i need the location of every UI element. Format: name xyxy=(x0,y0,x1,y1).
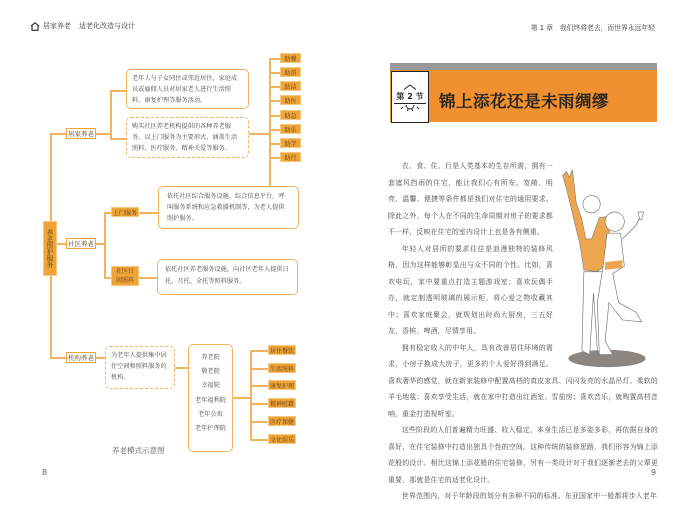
institution-service: 文化娱乐 xyxy=(268,434,296,444)
page-number-left: 8 xyxy=(42,468,48,477)
service-label: 助急 xyxy=(280,110,301,120)
institution-type: 幸福院 xyxy=(201,382,220,390)
day-care-label: 社区日间照料 xyxy=(111,266,139,286)
paragraph: 世界范围内，对于年龄段的划分有多种不同的标准。东亚国家中一般都将步入老年 xyxy=(401,492,658,500)
paragraph: 这些阶段的人们普遍精力旺盛、收入稳定，本身生活已是多姿多彩，再依据自身的喜好，在住宅装修中打造出独具个性的空间。这种传统的装修思路，我们形容为锦上添花般的设计。相比这锦上添花般的住宅装修，另有一类设计对于我们逐渐老去的父辈更重要，那就是住宅的适老化设计。 xyxy=(388,426,658,484)
node-label: 机构养老 xyxy=(68,354,94,362)
institution-service: 精神慰藉 xyxy=(268,398,296,408)
section-title: 锦上添花还是未雨绸缪 xyxy=(439,92,609,111)
service-label: 助餐 xyxy=(280,53,301,63)
node-label: 社区养老 xyxy=(68,240,94,248)
section-badge xyxy=(391,71,429,123)
service-label: 助洁 xyxy=(280,81,301,91)
service-label: 助医 xyxy=(280,95,301,105)
section-number: 第 2 节 xyxy=(394,90,425,104)
service-label: 助行 xyxy=(280,152,301,162)
book-title: 居家养老 xyxy=(43,22,71,30)
institution-service: 生活照料 xyxy=(268,363,296,373)
service-label: 助学 xyxy=(280,138,301,148)
paragraph: 年轻人对居所的要求往往是浪漫独特的装修风格，因为这样能够彰显出与众不同的个性。比如，喜欢电玩，家中要重点打造主题游戏室；喜欢玩偶手办，就定制透明玻璃的展示柜，将心爱之物收藏其中；喜欢家庭聚会，就规划出时尚大厨房，三五好友，香槟、啤酒，尽情享用。 xyxy=(388,244,553,335)
paragraph: 衣、食、住、行是人类基本的生存所需，拥有一套遮风挡雨的住宅，能让我们心有所安。宽敞、明亮、温馨、便捷等条件都是我们对住宅的通用要求。除此之外，每个人在不同的生命周期对房子的要求都不一样，反映在住宅的室内设计上也是各有侧重。 xyxy=(388,162,553,236)
institution-service: 康复护理 xyxy=(268,380,296,390)
dancing-couple-illustration xyxy=(556,158,658,372)
door-service-label: 上门服务 xyxy=(111,207,139,217)
node-label: 居家养老 xyxy=(68,130,94,138)
left-header xyxy=(30,21,135,31)
institution-service: 居住餐饮 xyxy=(268,345,296,355)
institution-type: 老年福利院 xyxy=(195,396,226,404)
chapter-header: 第 1 章 我们终将老去，而世界永远年轻 xyxy=(530,24,655,32)
node-community-care xyxy=(66,238,96,249)
house-icon xyxy=(30,22,40,31)
institution-type: 老年公寓 xyxy=(198,410,223,418)
institution-type: 养老院 xyxy=(201,354,220,361)
node-home-care xyxy=(66,128,96,139)
service-label: 助乐 xyxy=(280,124,301,134)
page-number-right: 9 xyxy=(651,468,657,477)
root-node xyxy=(43,221,57,276)
institution-type: 敬老院 xyxy=(201,368,220,376)
home-care-desc-1: 老年人与子女同住或邻近居住，家庭成员或雇佣人员对居家老人进行生活照料、康复护理等服务活动。 xyxy=(126,69,249,109)
node-institution-care xyxy=(66,352,96,363)
day-care-desc: 依托社区养老服务设施，向社区老年人提供日托、月托、全托等照料服务。 xyxy=(157,259,298,295)
section-top-bar xyxy=(390,63,657,70)
institution-types xyxy=(188,344,233,452)
home-care-desc-2: 购买社区养老机构提供的各种养老服务，以上门服务为主要形式，涵盖生活照料、医疗服务、精神关爱等服务。 xyxy=(126,117,249,158)
sunrise-icon xyxy=(400,104,420,111)
service-label: 助浴 xyxy=(280,67,301,77)
institution-service: 医疗保健 xyxy=(268,416,296,426)
institution-desc: 为老年人提供集中居住空间和照料服务的机构。 xyxy=(105,346,175,389)
door-service-desc: 依托社区综合服务设施、综合信息平台、呼叫服务系统和应急救援机制等，为老人提供照护服务。 xyxy=(158,186,299,229)
diagram-caption: 养老模式示意图 xyxy=(112,446,165,455)
book-subtitle: 适老化改造与设计 xyxy=(79,22,135,30)
paragraph: 拥有稳定收入的中年人，具有改善居住环境的需求，小房子换成大房子，更多的个人爱好得到满足。喜欢奢华的感觉，就在新家装修中配置高档的真皮家具、闪闪发亮的水晶吊灯、柔软的羊毛地毯；喜欢享受生活，就在家中打造出红酒室、雪茄房；喜欢音乐，就购置高档音响，重金打造视听室。 xyxy=(388,343,658,418)
body-text xyxy=(388,158,658,505)
root-label: 养老照护服务 xyxy=(45,229,54,268)
institution-type: 老年护理院 xyxy=(195,425,226,433)
